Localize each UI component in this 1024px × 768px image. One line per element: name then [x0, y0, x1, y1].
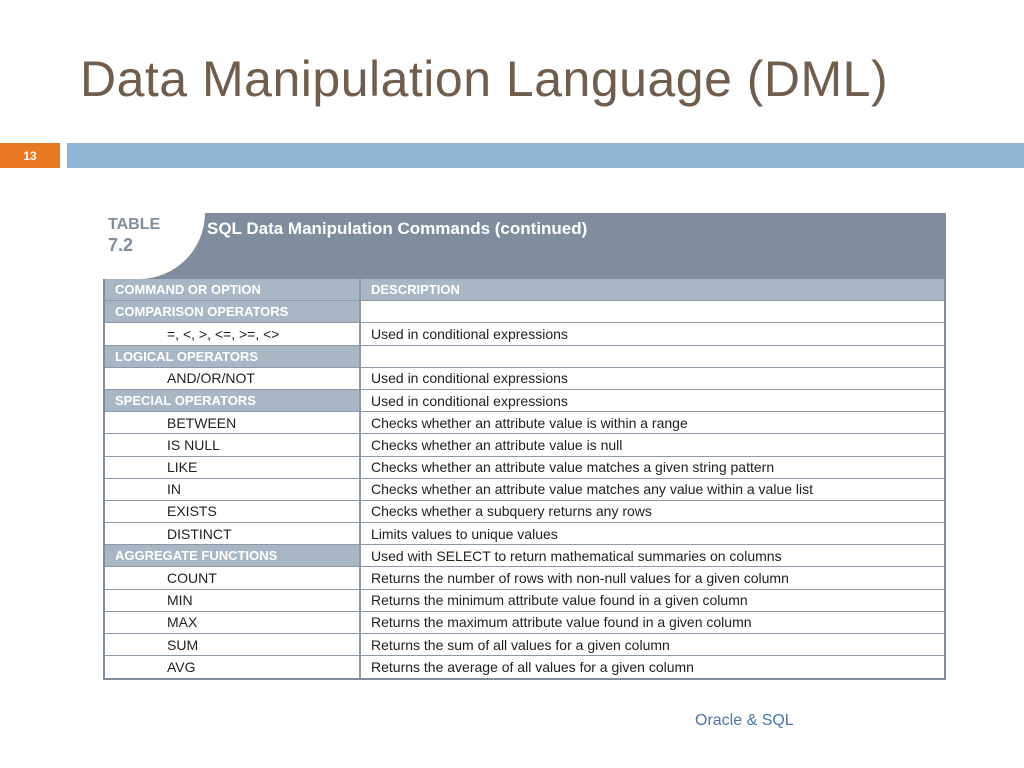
description-cell: Checks whether an attribute value matches any value within a value list: [371, 481, 814, 498]
table-category-row: [105, 390, 944, 412]
table-header-row: [105, 279, 944, 301]
command-cell: AVG: [105, 656, 361, 678]
table-caption: SQL Data Manipulation Commands (continued): [207, 219, 588, 238]
description-cell: Checks whether an attribute value is null: [371, 436, 623, 453]
description-cell: Returns the average of all values for a given column: [371, 659, 694, 676]
table-row: [105, 479, 944, 501]
command-cell: MAX: [105, 612, 361, 633]
table-grid: [103, 279, 946, 680]
command-cell: AGGREGATE FUNCTIONS: [105, 545, 361, 566]
description-cell: Checks whether an attribute value matches a given string pattern: [371, 459, 775, 476]
column-header-command: COMMAND OR OPTION: [105, 279, 361, 300]
table-title-band: [103, 213, 946, 279]
table-row: [105, 457, 944, 479]
description-cell: Used in conditional expressions: [371, 325, 568, 342]
command-cell: IS NULL: [105, 434, 361, 455]
table-row: [105, 567, 944, 589]
description-cell: Returns the maximum attribute value found in a given column: [371, 614, 752, 631]
description-cell: Returns the minimum attribute value found in a given column: [371, 592, 748, 609]
description-cell: [361, 346, 944, 367]
command-cell: AND/OR/NOT: [105, 368, 361, 389]
command-cell: =, <, >, <=, >=, <>: [105, 323, 361, 344]
description-cell: Used in conditional expressions: [371, 370, 568, 387]
dml-table: [103, 213, 946, 681]
command-cell: MIN: [105, 590, 361, 611]
table-row: [105, 523, 944, 545]
description-cell: Checks whether a subquery returns any rows: [371, 503, 652, 520]
description-cell: Used with SELECT to return mathematical summaries on columns: [371, 547, 782, 564]
column-header-description: DESCRIPTION: [371, 282, 460, 298]
top-accent-bar: [67, 143, 1024, 168]
table-label-line2: 7.2: [108, 235, 134, 255]
description-cell: Used in conditional expressions: [371, 392, 568, 409]
slide-number-badge: 13: [0, 143, 60, 168]
command-cell: IN: [105, 479, 361, 500]
table-row: [105, 612, 944, 634]
table-row: [105, 590, 944, 612]
table-row: [105, 368, 944, 390]
command-cell: COUNT: [105, 567, 361, 588]
command-cell: COMPARISON OPERATORS: [105, 301, 361, 322]
footer-text: Oracle & SQL: [695, 712, 794, 729]
command-cell: LOGICAL OPERATORS: [105, 346, 361, 367]
table-category-row: [105, 301, 944, 323]
command-cell: SUM: [105, 634, 361, 655]
page-title: Data Manipulation Language (DML): [80, 51, 889, 107]
command-cell: EXISTS: [105, 501, 361, 522]
table-label-line1: TABLE: [108, 216, 161, 233]
table-row: [105, 412, 944, 434]
description-cell: Returns the number of rows with non-null values for a given column: [371, 570, 789, 587]
description-cell: Returns the sum of all values for a given column: [371, 636, 670, 653]
description-cell: [361, 301, 944, 322]
table-row: [105, 656, 944, 678]
command-cell: LIKE: [105, 457, 361, 478]
description-cell: Checks whether an attribute value is within a range: [371, 414, 688, 431]
command-cell: SPECIAL OPERATORS: [105, 390, 361, 411]
table-category-row: [105, 545, 944, 567]
command-cell: BETWEEN: [105, 412, 361, 433]
table-category-row: [105, 346, 944, 368]
table-row: [105, 434, 944, 456]
command-cell: DISTINCT: [105, 523, 361, 544]
table-row: [105, 323, 944, 345]
table-row: [105, 501, 944, 523]
description-cell: Limits values to unique values: [371, 525, 558, 542]
table-label: [103, 213, 205, 279]
table-row: [105, 634, 944, 656]
